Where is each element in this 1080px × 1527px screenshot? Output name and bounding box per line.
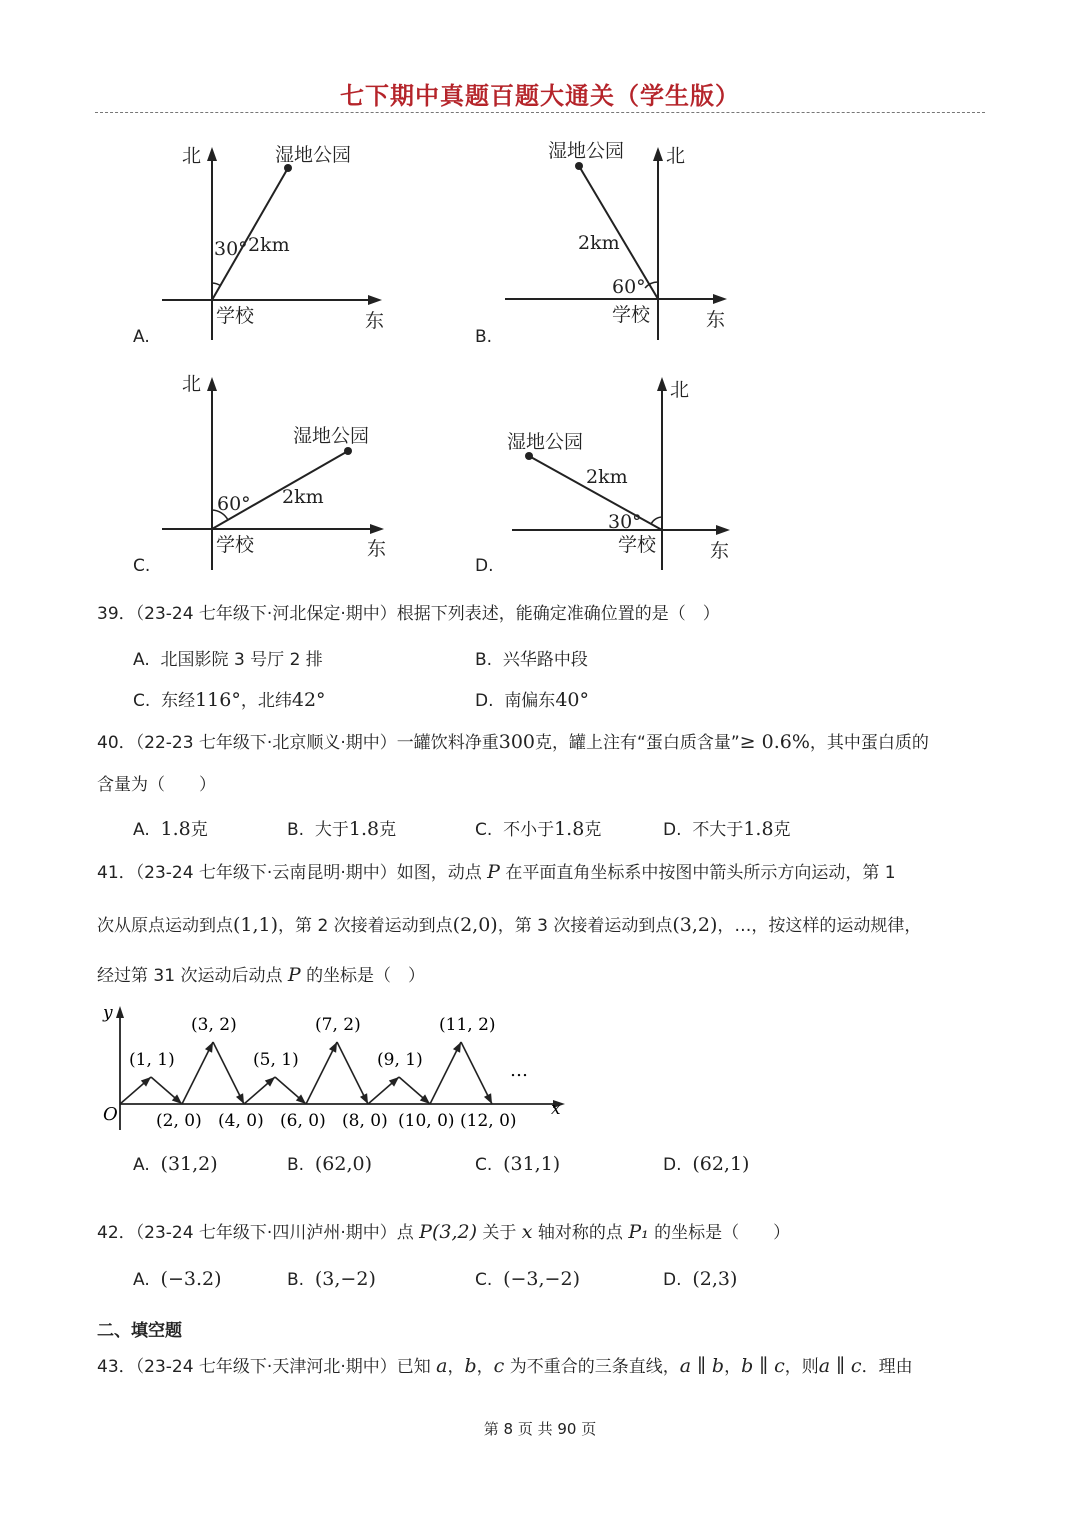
q42-option-c[interactable]: C. (−3,−2) (475, 1268, 580, 1290)
motion-arrowhead (236, 1093, 244, 1104)
diagram-c (120, 365, 420, 575)
question-source: 40．（22-23 七年级下·北京顺义·期中） (97, 733, 397, 753)
angle-label: 30° (608, 511, 642, 533)
diagram-d (490, 365, 750, 575)
question-43: 43．（23-24 七年级下·天津河北·期中）已知 a，b，c 为不重合的三条直线，a ∥ b，b ∥ c，则a ∥ c．理由 (97, 1355, 913, 1377)
question-source: 43．（23-24 七年级下·天津河北·期中） (97, 1357, 397, 1377)
motion-segment (306, 1042, 337, 1104)
motion-arrowhead (453, 1042, 461, 1053)
point-label: (9, 1) (377, 1050, 423, 1070)
ellipsis: … (510, 1060, 528, 1081)
angle-label: 60° (612, 276, 646, 298)
east-label: 东 (710, 540, 730, 562)
q42-option-a[interactable]: A. (−3.2) (133, 1268, 222, 1290)
question-source: 41．（23-24 七年级下·云南昆明·期中） (97, 863, 397, 883)
motion-segment (213, 1042, 244, 1104)
motion-segment (430, 1042, 461, 1104)
north-label: 北 (666, 145, 686, 167)
question-source: 39．（23-24 七年级下·河北保定·期中） (97, 604, 397, 624)
motion-segment (182, 1042, 213, 1104)
graph-marks (120, 1015, 517, 1131)
motion-segment (337, 1042, 368, 1104)
school-label: 学校 (216, 534, 255, 556)
school-label: 学校 (216, 305, 255, 327)
park-label: 湿地公园 (548, 140, 625, 162)
distance-label: 2km (248, 234, 290, 256)
q40-option-b[interactable]: B. 大于1.8克 (287, 818, 397, 840)
distance-label: 2km (586, 466, 628, 488)
school-label: 学校 (618, 534, 657, 556)
motion-graph (95, 1000, 575, 1140)
motion-arrowhead (360, 1093, 368, 1104)
north-label: 北 (670, 379, 690, 401)
point-label: (8, 0) (342, 1111, 388, 1131)
diagram-c-option-label: C. (133, 556, 151, 576)
distance-label: 2km (578, 232, 620, 254)
east-label: 东 (365, 310, 385, 332)
diagram-a (120, 135, 420, 360)
y-axis-label: y (103, 1003, 113, 1023)
q40-option-c[interactable]: C. 不小于1.8克 (475, 818, 602, 840)
angle-label: 60° (217, 493, 251, 515)
q42-option-d[interactable]: D. (2,3) (663, 1268, 738, 1290)
point-label: (5, 1) (253, 1050, 299, 1070)
point-label: (3, 2) (191, 1015, 237, 1035)
q41-option-b[interactable]: B. (62,0) (287, 1153, 373, 1175)
point-label: (4, 0) (218, 1111, 264, 1131)
park-label: 湿地公园 (275, 144, 352, 166)
question-40-line2: 含量为（ ） (97, 775, 216, 795)
point-label: (1, 1) (129, 1050, 175, 1070)
question-text: 根据下列表述，能确定准确位置的是（ ） (396, 604, 720, 624)
motion-segment (461, 1042, 492, 1104)
point-label: (6, 0) (280, 1111, 326, 1131)
x-axis-label: x (551, 1099, 561, 1119)
q40-option-d[interactable]: D. 不大于1.8克 (663, 818, 791, 840)
diagram-b (490, 135, 750, 360)
park-label: 湿地公园 (507, 431, 584, 453)
question-source: 42．（23-24 七年级下·四川泸州·期中） (97, 1223, 397, 1243)
origin-label: O (103, 1104, 118, 1125)
question-41-line2: 次从原点运动到点(1,1)，第 2 次接着运动到点(2,0)，第 3 次接着运动到点(3,2)，…，按这样的运动规律， (97, 914, 922, 936)
north-label: 北 (182, 145, 202, 167)
motion-arrowhead (329, 1042, 337, 1053)
motion-arrowhead (205, 1042, 213, 1053)
point-label: (12, 0) (460, 1111, 517, 1131)
q42-option-b[interactable]: B. (3,−2) (287, 1268, 376, 1290)
diagram-d-option-label: D. (475, 556, 494, 576)
question-40: 40．（22-23 七年级下·北京顺义·期中）一罐饮料净重300克，罐上注有“蛋白质含量”≥ 0.6%，其中蛋白质的 (97, 731, 929, 753)
page-title: 七下期中真题百题大通关（学生版） (340, 82, 740, 110)
q39-option-d[interactable]: D. 南偏东40° (475, 689, 589, 711)
east-label: 东 (706, 309, 726, 331)
point-label: (10, 0) (398, 1111, 455, 1131)
q39-option-c[interactable]: C. 东经116°，北纬42° (133, 689, 326, 711)
q39-option-b[interactable]: B. 兴华路中段 (475, 650, 588, 670)
q41-option-d[interactable]: D. (62,1) (663, 1153, 750, 1175)
distance-label: 2km (282, 486, 324, 508)
section-heading: 二、填空题 (97, 1321, 182, 1341)
question-41: 41．（23-24 七年级下·云南昆明·期中）如图，动点 P 在平面直角坐标系中按图中箭头所示方向运动，第 1 (97, 861, 896, 883)
question-41-line3: 经过第 31 次运动后动点 P 的坐标是（ ） (97, 964, 426, 986)
q39-option-a[interactable]: A. 北国影院 3 号厅 2 排 (133, 650, 323, 670)
header-divider (95, 112, 985, 113)
diagram-b-option-label: B. (475, 327, 493, 347)
north-label: 北 (182, 373, 202, 395)
q41-option-c[interactable]: C. (31,1) (475, 1153, 561, 1175)
page-footer: 第 8 页 共 90 页 (483, 1420, 597, 1438)
point-label: (11, 2) (439, 1015, 496, 1035)
point-label: (7, 2) (315, 1015, 361, 1035)
diagram-a-option-label: A. (133, 327, 150, 347)
point-label: (2, 0) (156, 1111, 202, 1131)
question-39 (97, 601, 720, 627)
motion-arrowhead (484, 1093, 492, 1104)
angle-label: 30° (214, 238, 248, 260)
q40-option-a[interactable]: A. 1.8克 (133, 818, 208, 840)
park-label: 湿地公园 (293, 425, 370, 447)
east-label: 东 (367, 538, 387, 560)
school-label: 学校 (612, 304, 651, 326)
q41-option-a[interactable]: A. (31,2) (133, 1153, 218, 1175)
question-42: 42．（23-24 七年级下·四川泸州·期中）点 P(3,2) 关于 x 轴对称的点 P₁ 的坐标是（ ） (97, 1221, 791, 1243)
